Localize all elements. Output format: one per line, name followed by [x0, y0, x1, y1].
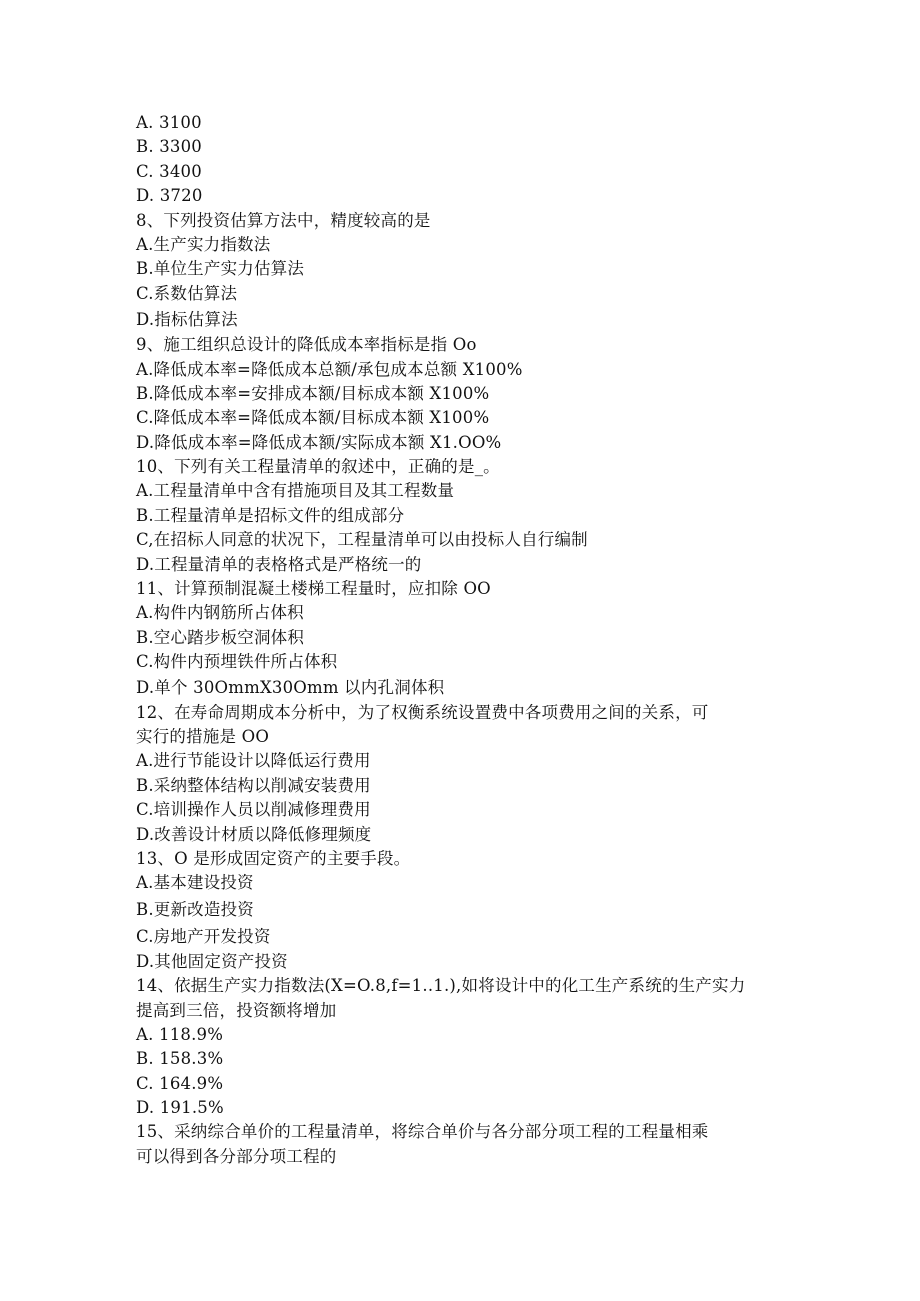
option-line: C.降低成本率=降低成本额/目标成本额 X100%: [136, 408, 490, 428]
question-11-stem: 11、计算预制混凝土楼梯工程量时，应扣除 OO: [136, 579, 491, 599]
option-line: A.基本建设投资: [136, 873, 254, 893]
question-8-stem: 8、下列投资估算方法中，精度较高的是: [136, 210, 431, 230]
option-line: C.房地产开发投资: [136, 926, 271, 946]
question-10-stem: 10、下列有关工程量清单的叙述中，正确的是_。: [136, 457, 500, 477]
option-line: D. 3720: [136, 186, 203, 206]
question-12-stem: 12、在寿命周期成本分析中，为了权衡系统设置费中各项费用之间的关系，可: [136, 702, 709, 722]
option-line: A.构件内钢筋所占体积: [136, 603, 304, 623]
option-line: D. 191.5%: [136, 1098, 224, 1118]
question-14-stem-cont: 提高到三倍，投资额将增加: [136, 1000, 337, 1020]
option-line: A.工程量清单中含有措施项目及其工程数量: [136, 481, 455, 501]
option-line: A. 118.9%: [136, 1024, 224, 1044]
option-line: A.生产实力指数法: [136, 234, 271, 254]
option-line: D.指标估算法: [136, 310, 238, 330]
question-9-stem: 9、施工组织总设计的降低成本率指标是指 Oo: [136, 335, 477, 355]
option-line: D.单个 30OmmX30Omm 以内孔洞体积: [136, 677, 445, 697]
option-line: B.更新改造投资: [136, 899, 254, 919]
question-text-block: [136, 111, 796, 1169]
option-line: B. 3300: [136, 137, 203, 157]
option-line: C.构件内预埋铁件所占体积: [136, 652, 338, 672]
option-line: B. 158.3%: [136, 1049, 224, 1069]
option-line: C,在招标人同意的状况下，工程量清单可以由投标人自行编制: [136, 530, 588, 550]
option-line: D.其他固定资产投资: [136, 951, 288, 971]
option-line: D.改善设计材质以降低修理频度: [136, 824, 372, 844]
question-13-stem: 13、O 是形成固定资产的主要手段。: [136, 848, 411, 868]
option-line: D.工程量清单的表格格式是严格统一的: [136, 554, 422, 574]
question-15-stem: 15、采纳综合单价的工程量清单，将综合单价与各分部分项工程的工程量相乘: [136, 1122, 709, 1142]
option-line: A.进行节能设计以降低运行费用: [136, 751, 371, 771]
question-14-stem: 14、依据生产实力指数法(X=O.8,f=1..1.),如将设计中的化工生产系统的生产实力: [136, 976, 746, 996]
question-15-stem-cont: 可以得到各分部分项工程的: [136, 1146, 337, 1166]
option-line: B.空心踏步板空洞体积: [136, 627, 305, 647]
option-line: B.采纳整体结构以削减安装费用: [136, 775, 371, 795]
option-line: A.降低成本率=降低成本总额/承包成本总额 X100%: [136, 359, 523, 379]
option-line: C.系数估算法: [136, 283, 238, 303]
option-line: B.工程量清单是招标文件的组成部分: [136, 505, 405, 525]
question-12-stem-cont: 实行的措施是 OO: [136, 726, 270, 746]
option-line: D.降低成本率=降低成本额/实际成本额 X1.OO%: [136, 432, 502, 452]
option-line: C. 164.9%: [136, 1073, 224, 1093]
option-line: C.培训操作人员以削减修理费用: [136, 800, 371, 820]
option-line: B.降低成本率=安排成本额/目标成本额 X100%: [136, 383, 490, 403]
option-line: C. 3400: [136, 161, 202, 181]
option-line: A. 3100: [136, 113, 202, 132]
option-line: B.单位生产实力估算法: [136, 259, 305, 279]
